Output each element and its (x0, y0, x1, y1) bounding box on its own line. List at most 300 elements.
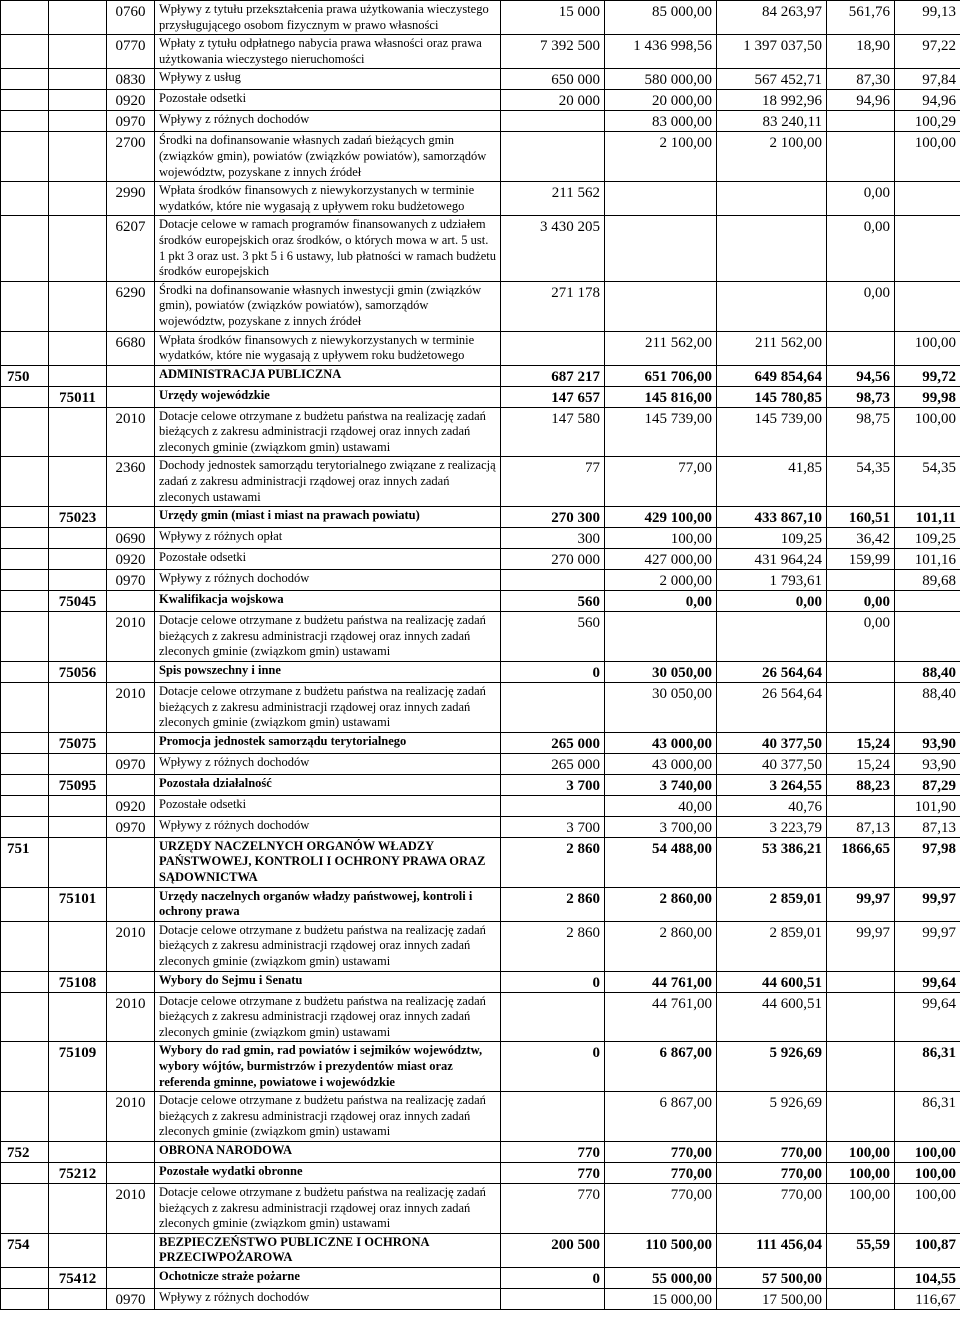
plan-value: 770 (501, 1141, 605, 1162)
execution-value: 109,25 (717, 528, 827, 549)
description: Wybory do rad gmin, rad powiatów i sejmików województw, wybory wójtów, burmistrzów i prezydentów miast oraz referenda gminne, powiatowe i wojewódzkie (155, 1042, 501, 1092)
rozdzial-code (49, 1, 107, 35)
paragraf-code: 2010 (107, 612, 155, 662)
paragraf-code (107, 971, 155, 992)
chapter-row (1, 1042, 960, 1092)
pct-of-plan-after-changes: 109,25 (895, 528, 960, 549)
pct-of-plan: 87,13 (827, 816, 895, 837)
pct-of-plan-after-changes: 97,84 (895, 69, 960, 90)
description: Wpływy z różnych dochodów (155, 1288, 501, 1309)
paragraf-code (107, 837, 155, 887)
description: Wpływy z usług (155, 69, 501, 90)
execution-value: 3 223,79 (717, 816, 827, 837)
plan-after-changes-value: 15 000,00 (605, 1288, 717, 1309)
rozdzial-code (49, 570, 107, 591)
paragraf-code (107, 591, 155, 612)
pct-of-plan: 18,90 (827, 35, 895, 69)
pct-of-plan-after-changes (895, 591, 960, 612)
description: Środki na dofinansowanie własnych inwestycji gmin (związków gmin), powiatów (związków powiatów), samorządów województw, pozyskane z innych źródeł (155, 281, 501, 331)
paragraph-row (1, 753, 960, 774)
description: Dotacje celowe otrzymane z budżetu państwa na realizację zadań bieżących z zakresu administracji rządowej oraz innych zadań zleconych gminie (związkom gmin) ustawami (155, 921, 501, 971)
execution-value: 17 500,00 (717, 1288, 827, 1309)
plan-value (501, 331, 605, 365)
execution-value: 5 926,69 (717, 1042, 827, 1092)
plan-after-changes-value: 30 050,00 (605, 662, 717, 683)
paragraf-code: 2010 (107, 992, 155, 1042)
execution-value (717, 281, 827, 331)
plan-value: 200 500 (501, 1233, 605, 1267)
plan-after-changes-value: 1 436 998,56 (605, 35, 717, 69)
plan-value: 300 (501, 528, 605, 549)
dzial-code: 754 (1, 1233, 49, 1267)
pct-of-plan-after-changes: 93,90 (895, 732, 960, 753)
paragraph-row (1, 921, 960, 971)
paragraf-code: 6290 (107, 281, 155, 331)
dzial-code (1, 1183, 49, 1233)
paragraph-row (1, 683, 960, 733)
description: Wpływy z różnych opłat (155, 528, 501, 549)
description: Pozostałe odsetki (155, 795, 501, 816)
plan-after-changes-value: 770,00 (605, 1162, 717, 1183)
execution-value: 433 867,10 (717, 507, 827, 528)
description: Wpłaty z tytułu odpłatnego nabycia prawa własności oraz prawa użytkowania wieczystego nieruchomości (155, 35, 501, 69)
paragraf-code (107, 507, 155, 528)
pct-of-plan: 88,23 (827, 774, 895, 795)
plan-after-changes-value: 211 562,00 (605, 331, 717, 365)
pct-of-plan-after-changes: 101,11 (895, 507, 960, 528)
dzial-code (1, 887, 49, 921)
pct-of-plan: 0,00 (827, 182, 895, 216)
execution-value: 18 992,96 (717, 90, 827, 111)
description: Dochody jednostek samorządu terytorialnego związane z realizacją zadań z zakresu administracji rządowej oraz innych zadań zleconych ustawami (155, 457, 501, 507)
paragraph-row (1, 35, 960, 69)
rozdzial-code (49, 1183, 107, 1233)
paragraph-row (1, 216, 960, 281)
description: Ochotnicze straże pożarne (155, 1267, 501, 1288)
paragraf-code: 0970 (107, 753, 155, 774)
chapter-row (1, 386, 960, 407)
plan-after-changes-value: 85 000,00 (605, 1, 717, 35)
pct-of-plan-after-changes: 100,00 (895, 132, 960, 182)
paragraf-code (107, 1042, 155, 1092)
plan-after-changes-value: 145 739,00 (605, 407, 717, 457)
pct-of-plan (827, 992, 895, 1042)
dzial-code (1, 753, 49, 774)
rozdzial-code (49, 1092, 107, 1142)
dzial-code: 751 (1, 837, 49, 887)
plan-value: 2 860 (501, 921, 605, 971)
paragraph-row (1, 570, 960, 591)
description: Urzędy gmin (miast i miast na prawach powiatu) (155, 507, 501, 528)
rozdzial-code (49, 528, 107, 549)
description: Wpływy z różnych dochodów (155, 816, 501, 837)
description: URZĘDY NACZELNYCH ORGANÓW WŁADZY PAŃSTWOWEJ, KONTROLI I OCHRONY PRAWA ORAZ SĄDOWNICTWA (155, 837, 501, 887)
chapter-row (1, 662, 960, 683)
pct-of-plan-after-changes: 97,98 (895, 837, 960, 887)
rozdzial-code (49, 132, 107, 182)
dzial-code (1, 35, 49, 69)
pct-of-plan-after-changes: 99,64 (895, 992, 960, 1042)
paragraph-row (1, 1288, 960, 1309)
pct-of-plan-after-changes: 100,00 (895, 407, 960, 457)
plan-value: 0 (501, 971, 605, 992)
paragraf-code: 0920 (107, 90, 155, 111)
pct-of-plan-after-changes (895, 182, 960, 216)
pct-of-plan-after-changes: 86,31 (895, 1042, 960, 1092)
plan-after-changes-value: 2 860,00 (605, 921, 717, 971)
pct-of-plan-after-changes: 87,13 (895, 816, 960, 837)
paragraf-code: 2010 (107, 1092, 155, 1142)
execution-value: 44 600,51 (717, 992, 827, 1042)
paragraf-code: 0920 (107, 795, 155, 816)
execution-value: 2 100,00 (717, 132, 827, 182)
execution-value: 26 564,64 (717, 683, 827, 733)
pct-of-plan-after-changes: 86,31 (895, 1092, 960, 1142)
dzial-code (1, 732, 49, 753)
section-row (1, 1141, 960, 1162)
pct-of-plan: 561,76 (827, 1, 895, 35)
pct-of-plan: 0,00 (827, 591, 895, 612)
plan-value: 687 217 (501, 365, 605, 386)
pct-of-plan-after-changes: 100,29 (895, 111, 960, 132)
description: Dotacje celowe w ramach programów finansowanych z udziałem środków europejskich oraz środków, o których mowa w art. 5 ust. 1 pkt 3 oraz ust. 3 pkt 5 i 6 ustawy, lub płatności w ramach budżetu środków europejskich (155, 216, 501, 281)
plan-value: 3 700 (501, 816, 605, 837)
pct-of-plan-after-changes (895, 281, 960, 331)
plan-value: 0 (501, 1042, 605, 1092)
plan-after-changes-value: 110 500,00 (605, 1233, 717, 1267)
execution-value (717, 216, 827, 281)
plan-value (501, 683, 605, 733)
execution-value: 40 377,50 (717, 753, 827, 774)
rozdzial-code (49, 549, 107, 570)
description: ADMINISTRACJA PUBLICZNA (155, 365, 501, 386)
pct-of-plan (827, 683, 895, 733)
plan-value: 20 000 (501, 90, 605, 111)
description: Spis powszechny i inne (155, 662, 501, 683)
execution-value: 40,76 (717, 795, 827, 816)
pct-of-plan-after-changes: 100,00 (895, 1162, 960, 1183)
paragraf-code (107, 1162, 155, 1183)
plan-after-changes-value (605, 182, 717, 216)
plan-value: 7 392 500 (501, 35, 605, 69)
pct-of-plan: 100,00 (827, 1162, 895, 1183)
pct-of-plan-after-changes: 99,98 (895, 386, 960, 407)
paragraf-code: 2700 (107, 132, 155, 182)
pct-of-plan-after-changes: 54,35 (895, 457, 960, 507)
pct-of-plan-after-changes: 99,64 (895, 971, 960, 992)
plan-value: 265 000 (501, 732, 605, 753)
paragraph-row (1, 1, 960, 35)
pct-of-plan-after-changes: 99,97 (895, 921, 960, 971)
rozdzial-code (49, 816, 107, 837)
section-row (1, 837, 960, 887)
dzial-code (1, 507, 49, 528)
dzial-code (1, 386, 49, 407)
plan-after-changes-value (605, 216, 717, 281)
dzial-code: 750 (1, 365, 49, 386)
plan-value (501, 132, 605, 182)
plan-value: 770 (501, 1183, 605, 1233)
plan-after-changes-value: 40,00 (605, 795, 717, 816)
dzial-code (1, 111, 49, 132)
paragraph-row (1, 281, 960, 331)
rozdzial-code: 75011 (49, 386, 107, 407)
pct-of-plan-after-changes: 116,67 (895, 1288, 960, 1309)
pct-of-plan (827, 662, 895, 683)
dzial-code (1, 795, 49, 816)
rozdzial-code (49, 407, 107, 457)
pct-of-plan: 100,00 (827, 1141, 895, 1162)
dzial-code (1, 774, 49, 795)
dzial-code (1, 612, 49, 662)
paragraph-row (1, 816, 960, 837)
description: BEZPIECZEŃSTWO PUBLICZNE I OCHRONA PRZECIWPOŻAROWA (155, 1233, 501, 1267)
paragraph-row (1, 457, 960, 507)
rozdzial-code: 75412 (49, 1267, 107, 1288)
plan-value: 77 (501, 457, 605, 507)
paragraph-row (1, 407, 960, 457)
plan-after-changes-value: 44 761,00 (605, 971, 717, 992)
pct-of-plan (827, 1288, 895, 1309)
rozdzial-code (49, 182, 107, 216)
pct-of-plan: 55,59 (827, 1233, 895, 1267)
budget-table-body (1, 1, 960, 1310)
dzial-code (1, 281, 49, 331)
chapter-row (1, 591, 960, 612)
execution-value: 5 926,69 (717, 1092, 827, 1142)
execution-value: 770,00 (717, 1162, 827, 1183)
description: Urzędy naczelnych organów władzy państwowej, kontroli i ochrony prawa (155, 887, 501, 921)
plan-value: 271 178 (501, 281, 605, 331)
execution-value: 40 377,50 (717, 732, 827, 753)
execution-value: 84 263,97 (717, 1, 827, 35)
execution-value: 111 456,04 (717, 1233, 827, 1267)
plan-after-changes-value: 20 000,00 (605, 90, 717, 111)
pct-of-plan-after-changes: 100,00 (895, 1141, 960, 1162)
paragraf-code: 6207 (107, 216, 155, 281)
description: Promocja jednostek samorządu terytorialnego (155, 732, 501, 753)
section-row (1, 365, 960, 386)
execution-value (717, 182, 827, 216)
execution-value: 211 562,00 (717, 331, 827, 365)
dzial-code (1, 570, 49, 591)
plan-value (501, 1288, 605, 1309)
paragraf-code: 2010 (107, 407, 155, 457)
description: Wpływy z różnych dochodów (155, 753, 501, 774)
plan-value: 0 (501, 1267, 605, 1288)
execution-value: 53 386,21 (717, 837, 827, 887)
paragraf-code (107, 1233, 155, 1267)
plan-value (501, 992, 605, 1042)
paragraf-code: 0770 (107, 35, 155, 69)
plan-value: 265 000 (501, 753, 605, 774)
plan-value: 270 000 (501, 549, 605, 570)
rozdzial-code: 75095 (49, 774, 107, 795)
description: Dotacje celowe otrzymane z budżetu państwa na realizację zadań bieżących z zakresu administracji rządowej oraz innych zadań zleconych gminie (związkom gmin) ustawami (155, 1183, 501, 1233)
rozdzial-code: 75056 (49, 662, 107, 683)
rozdzial-code (49, 90, 107, 111)
execution-value: 567 452,71 (717, 69, 827, 90)
chapter-row (1, 774, 960, 795)
rozdzial-code (49, 921, 107, 971)
pct-of-plan (827, 1042, 895, 1092)
pct-of-plan-after-changes: 99,72 (895, 365, 960, 386)
pct-of-plan (827, 1092, 895, 1142)
rozdzial-code (49, 795, 107, 816)
plan-after-changes-value: 77,00 (605, 457, 717, 507)
plan-after-changes-value: 83 000,00 (605, 111, 717, 132)
rozdzial-code (49, 1288, 107, 1309)
pct-of-plan: 100,00 (827, 1183, 895, 1233)
dzial-code (1, 1092, 49, 1142)
rozdzial-code (49, 35, 107, 69)
pct-of-plan: 94,96 (827, 90, 895, 111)
rozdzial-code (49, 216, 107, 281)
pct-of-plan-after-changes: 100,87 (895, 1233, 960, 1267)
dzial-code (1, 182, 49, 216)
paragraf-code (107, 774, 155, 795)
pct-of-plan-after-changes: 101,90 (895, 795, 960, 816)
plan-value (501, 570, 605, 591)
pct-of-plan-after-changes (895, 216, 960, 281)
rozdzial-code (49, 111, 107, 132)
dzial-code (1, 683, 49, 733)
paragraf-code (107, 386, 155, 407)
pct-of-plan (827, 971, 895, 992)
execution-value: 83 240,11 (717, 111, 827, 132)
pct-of-plan-after-changes: 88,40 (895, 662, 960, 683)
description: Wpływy z różnych dochodów (155, 111, 501, 132)
paragraf-code: 0970 (107, 1288, 155, 1309)
paragraph-row (1, 795, 960, 816)
dzial-code (1, 1162, 49, 1183)
plan-after-changes-value: 43 000,00 (605, 732, 717, 753)
pct-of-plan: 98,75 (827, 407, 895, 457)
description: OBRONA NARODOWA (155, 1141, 501, 1162)
description: Urzędy wojewódzkie (155, 386, 501, 407)
pct-of-plan-after-changes: 94,96 (895, 90, 960, 111)
pct-of-plan-after-changes: 99,13 (895, 1, 960, 35)
plan-after-changes-value: 770,00 (605, 1183, 717, 1233)
dzial-code (1, 662, 49, 683)
rozdzial-code (49, 69, 107, 90)
paragraph-row (1, 528, 960, 549)
pct-of-plan-after-changes: 101,16 (895, 549, 960, 570)
plan-after-changes-value: 6 867,00 (605, 1092, 717, 1142)
dzial-code (1, 1288, 49, 1309)
rozdzial-code (49, 683, 107, 733)
plan-value (501, 795, 605, 816)
description: Wpływy z tytułu przekształcenia prawa użytkowania wieczystego przysługującego osobom fizycznym w prawo własności (155, 1, 501, 35)
plan-after-changes-value: 2 000,00 (605, 570, 717, 591)
pct-of-plan: 160,51 (827, 507, 895, 528)
description: Pozostałe odsetki (155, 549, 501, 570)
execution-value: 2 859,01 (717, 921, 827, 971)
dzial-code (1, 1267, 49, 1288)
pct-of-plan (827, 1267, 895, 1288)
plan-after-changes-value: 44 761,00 (605, 992, 717, 1042)
pct-of-plan-after-changes: 104,55 (895, 1267, 960, 1288)
pct-of-plan: 0,00 (827, 612, 895, 662)
paragraph-row (1, 111, 960, 132)
execution-value: 431 964,24 (717, 549, 827, 570)
plan-value: 770 (501, 1162, 605, 1183)
rozdzial-code: 75212 (49, 1162, 107, 1183)
execution-value: 1 397 037,50 (717, 35, 827, 69)
rozdzial-code: 75101 (49, 887, 107, 921)
paragraf-code: 0970 (107, 816, 155, 837)
plan-value (501, 1092, 605, 1142)
plan-after-changes-value: 2 100,00 (605, 132, 717, 182)
pct-of-plan-after-changes: 89,68 (895, 570, 960, 591)
paragraph-row (1, 132, 960, 182)
rozdzial-code (49, 331, 107, 365)
paragraph-row (1, 1183, 960, 1233)
paragraf-code: 6680 (107, 331, 155, 365)
plan-after-changes-value: 100,00 (605, 528, 717, 549)
rozdzial-code (49, 837, 107, 887)
dzial-code (1, 992, 49, 1042)
plan-after-changes-value: 3 700,00 (605, 816, 717, 837)
plan-after-changes-value: 2 860,00 (605, 887, 717, 921)
execution-value: 145 739,00 (717, 407, 827, 457)
paragraf-code: 0760 (107, 1, 155, 35)
plan-value: 650 000 (501, 69, 605, 90)
pct-of-plan (827, 331, 895, 365)
paragraf-code: 2010 (107, 1183, 155, 1233)
pct-of-plan-after-changes: 97,22 (895, 35, 960, 69)
paragraph-row (1, 549, 960, 570)
dzial-code (1, 1, 49, 35)
description: Dotacje celowe otrzymane z budżetu państwa na realizację zadań bieżących z zakresu administracji rządowej oraz innych zadań zleconych gminie (związkom gmin) ustawami (155, 407, 501, 457)
pct-of-plan: 99,97 (827, 887, 895, 921)
rozdzial-code (49, 365, 107, 386)
paragraf-code: 0970 (107, 111, 155, 132)
rozdzial-code: 75023 (49, 507, 107, 528)
execution-value: 57 500,00 (717, 1267, 827, 1288)
rozdzial-code (49, 992, 107, 1042)
pct-of-plan-after-changes: 88,40 (895, 683, 960, 733)
paragraf-code (107, 1267, 155, 1288)
execution-value: 44 600,51 (717, 971, 827, 992)
rozdzial-code (49, 1141, 107, 1162)
dzial-code (1, 457, 49, 507)
paragraf-code: 2360 (107, 457, 155, 507)
plan-after-changes-value: 580 000,00 (605, 69, 717, 90)
paragraf-code: 2990 (107, 182, 155, 216)
chapter-row (1, 887, 960, 921)
plan-value: 15 000 (501, 1, 605, 35)
pct-of-plan: 98,73 (827, 386, 895, 407)
execution-value: 26 564,64 (717, 662, 827, 683)
dzial-code (1, 921, 49, 971)
paragraph-row (1, 90, 960, 111)
rozdzial-code (49, 1233, 107, 1267)
plan-value: 560 (501, 612, 605, 662)
rozdzial-code (49, 753, 107, 774)
description: Wpłata środków finansowych z niewykorzystanych w terminie wydatków, które nie wygasają z upływem roku budżetowego (155, 331, 501, 365)
plan-after-changes-value: 427 000,00 (605, 549, 717, 570)
dzial-code (1, 1042, 49, 1092)
rozdzial-code: 75108 (49, 971, 107, 992)
dzial-code (1, 132, 49, 182)
paragraf-code: 2010 (107, 921, 155, 971)
plan-after-changes-value (605, 281, 717, 331)
plan-after-changes-value: 145 816,00 (605, 386, 717, 407)
description: Pozostałe wydatki obronne (155, 1162, 501, 1183)
plan-after-changes-value: 0,00 (605, 591, 717, 612)
pct-of-plan-after-changes: 87,29 (895, 774, 960, 795)
